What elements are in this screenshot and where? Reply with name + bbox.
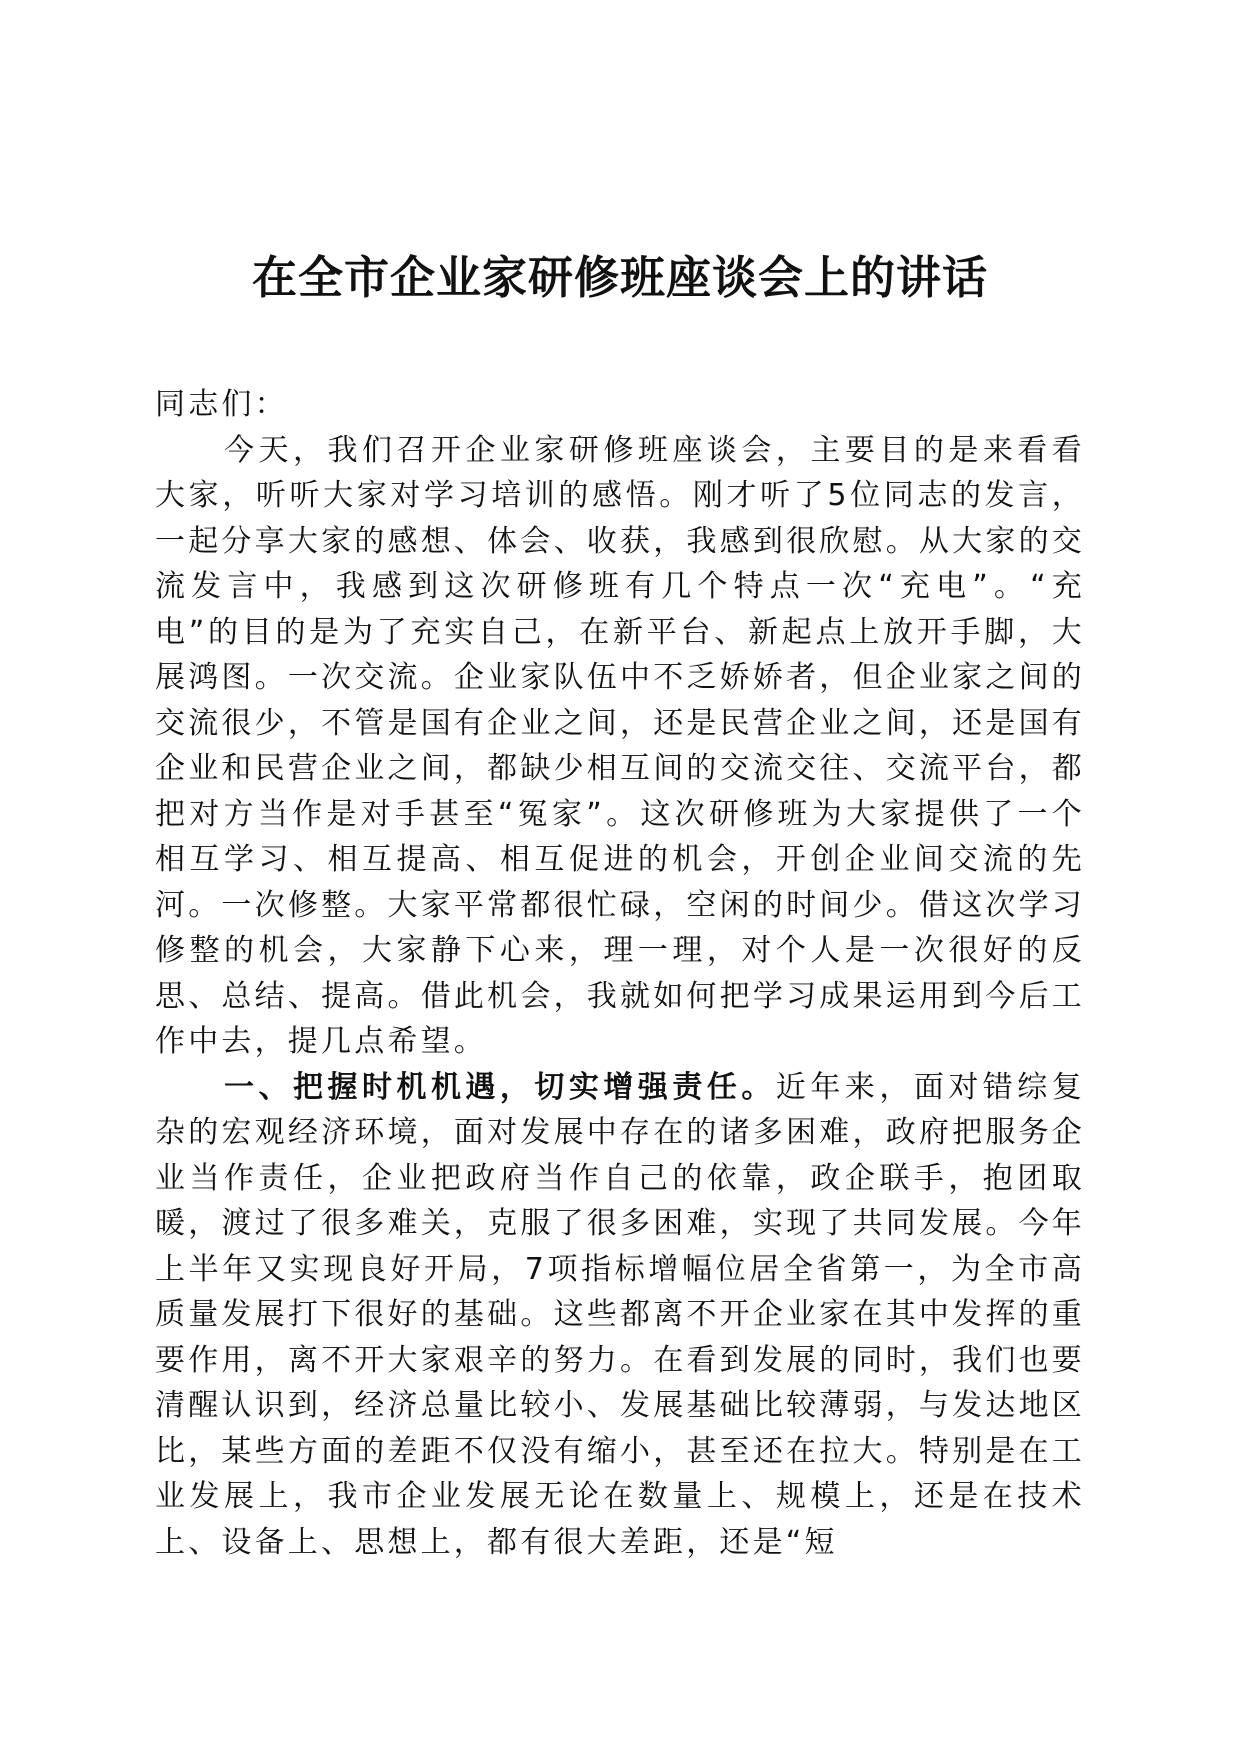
document-title: 在全市企业家研修班座谈会上的讲话	[251, 251, 988, 304]
section-1-text: 近年来，面对错综复杂的宏观经济环境，面对发展中存在的诸多困难，政府把服务企业当作责任，企业把政府当作自己的依靠，政企联手，抱团取暖，渡过了很多难关，克服了很多困难，实现了共同发展。今年上半年又实现良好开局，7项指标增幅位居全省第一，为全市高质量发展打下很好的基础。这些都离不开企业家在其中发挥的重要作用，离不开大家艰辛的努力。在看到发展的同时，我们也要清醒认识到，经济总量比较小、发展基础比较薄弱，与发达地区比，某些方面的差距不仅没有缩小，甚至还在拉大。特别是在工业发展上，我市企业发展无论在数量上、规模上，还是在技术上、设备上、思想上，都有很大差距，还是“短	[155, 1069, 1085, 1560]
section-1-heading: 一、把握时机机遇，切实增强责任。	[224, 1069, 776, 1105]
paragraph-opening: 今天，我们召开企业家研修班座谈会，主要目的是来看看大家，听听大家对学习培训的感悟。刚才听了5位同志的发言，一起分享大家的感想、体会、收获，我感到很欣慰。从大家的交流发言中，我感到这次研修班有几个特点一次“充电”。“充电”的目的是为了充实自己，在新平台、新起点上放开手脚，大展鸿图。一次交流。企业家队伍中不乏娇娇者，但企业家之间的交流很少，不管是国有企业之间，还是民营企业之间，还是国有企业和民营企业之间，都缺少相互间的交流交往、交流平台，都把对方当作是对手甚至“冤家”。这次研修班为大家提供了一个相互学习、相互提高、相互促进的机会，开创企业间交流的先河。一次修整。大家平常都很忙碌，空闲的时间少。借这次学习修整的机会，大家静下心来，理一理，对个人是一次很好的反思、总结、提高。借此机会，我就如何把学习成果运用到今后工作中去，提几点希望。	[155, 432, 1085, 1059]
paragraph-section-1	[155, 1065, 1085, 1566]
document-body	[155, 382, 1085, 1565]
salutation: 同志们：	[155, 387, 288, 422]
